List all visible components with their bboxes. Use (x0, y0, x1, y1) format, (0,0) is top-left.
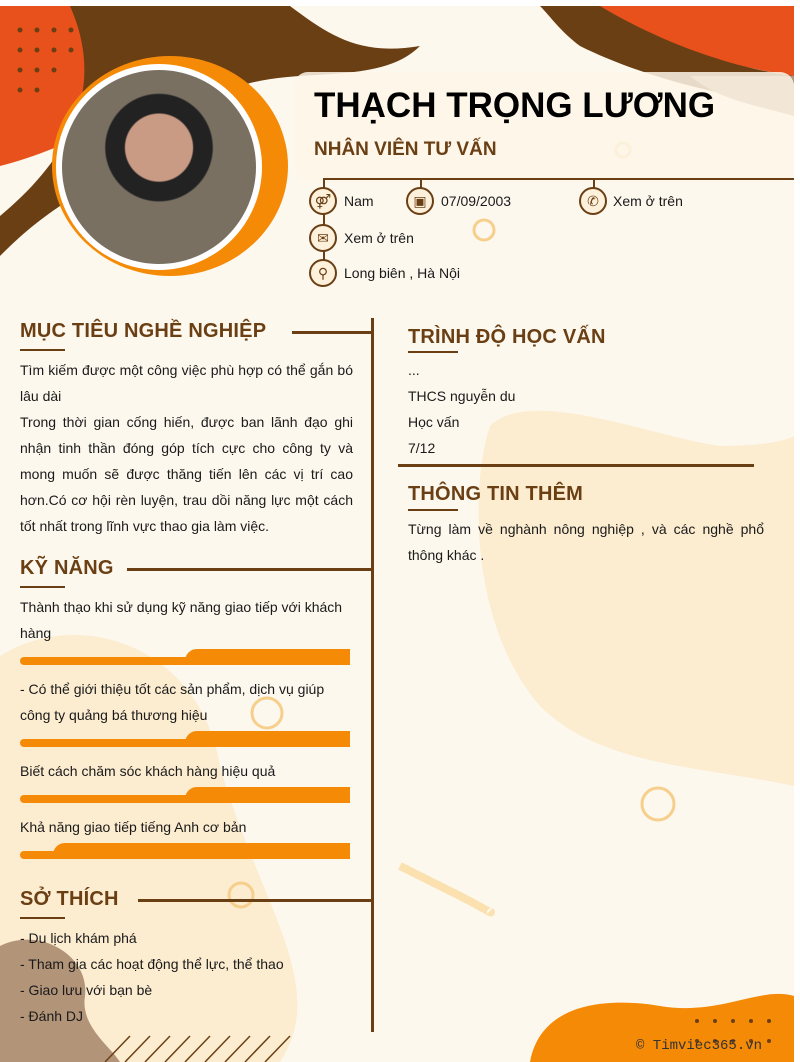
extra-text: Từng làm về nghành nông nghiệp , và các nghề phổ thông khác . (408, 521, 764, 563)
hobbies-list (20, 925, 284, 1029)
email-value: Xem ở trên (344, 230, 414, 246)
phone-value: Xem ở trên (613, 193, 683, 209)
address-value: Long biên , Hà Nội (344, 265, 460, 281)
hobbies-title: SỞ THÍCH (20, 888, 119, 910)
phone-icon: ✆ (579, 187, 607, 215)
heading-underline (408, 509, 458, 511)
heading-underline (20, 349, 65, 351)
skill-name: Thành thạo khi sử dụng kỹ năng giao tiếp với khách hàng (20, 599, 343, 641)
heading-rule (127, 568, 372, 571)
education-line: ... (408, 362, 420, 378)
column-divider (371, 318, 374, 1032)
skill-bar (20, 843, 350, 859)
skill-bar (20, 649, 350, 665)
skill-name: Khả năng giao tiếp tiếng Anh cơ bản (20, 819, 247, 835)
skill-name: - Có thể giới thiệu tốt các sản phẩm, dịch vụ giúp công ty quảng bá thương hiệu (20, 681, 325, 723)
watermark: © Timviec365.vn (636, 1038, 763, 1054)
hobby-item: - Du lịch khám phá (20, 930, 137, 946)
skill-bar (20, 787, 350, 803)
heading-underline (20, 917, 65, 919)
birthday-value: 07/09/2003 (441, 193, 512, 209)
section-divider (398, 464, 754, 467)
education-details (408, 357, 515, 461)
heading-underline (20, 586, 65, 588)
hobby-item: - Tham gia các hoạt động thể lực, thể thao (20, 956, 284, 972)
gender-value: Nam (344, 193, 374, 209)
education-title: TRÌNH ĐỘ HỌC VẤN (408, 326, 606, 348)
extra-title: THÔNG TIN THÊM (408, 483, 584, 505)
skill-bar (20, 731, 350, 747)
skill-name: Biết cách chăm sóc khách hàng hiệu quả (20, 763, 276, 779)
cv-page (0, 6, 794, 1062)
heading-rule (292, 331, 372, 334)
calendar-icon: ▣ (406, 187, 434, 215)
education-school: THCS nguyễn du (408, 388, 516, 404)
skills-title: KỸ NĂNG (20, 557, 114, 579)
objective-p1: Tìm kiếm được một công việc phù hợp có thể gắn bó lâu dài (20, 362, 353, 404)
contact-line (323, 178, 794, 180)
hobby-item: - Giao lưu với bạn bè (20, 982, 153, 998)
education-degree: Học vấn (408, 414, 460, 430)
mail-icon: ✉ (309, 224, 337, 252)
candidate-name: THẠCH TRỌNG LƯƠNG (314, 86, 716, 125)
gender-icon: ⚤ (309, 187, 337, 215)
education-grade: 7/12 (408, 440, 436, 456)
objective-p2: Trong thời gian cống hiến, được ban lãnh đạo ghi nhận tinh thần đóng góp tích cực cho công ty và mong muốn sẽ được thăng tiến lên các vị trí cao hơn.Có cơ hội rèn luyện, trau dồi năng lực một cách tốt nhất trong lĩnh vực thao gia làm việc. (20, 414, 353, 534)
objective-text (20, 357, 353, 539)
hobby-item: - Đánh DJ (20, 1008, 84, 1024)
location-icon: ⚲ (309, 259, 337, 287)
heading-underline (408, 351, 458, 353)
job-position: NHÂN VIÊN TƯ VẤN (314, 139, 497, 160)
avatar (62, 70, 256, 264)
heading-rule (138, 899, 372, 902)
objective-title: MỤC TIÊU NGHỀ NGHIỆP (20, 320, 267, 342)
